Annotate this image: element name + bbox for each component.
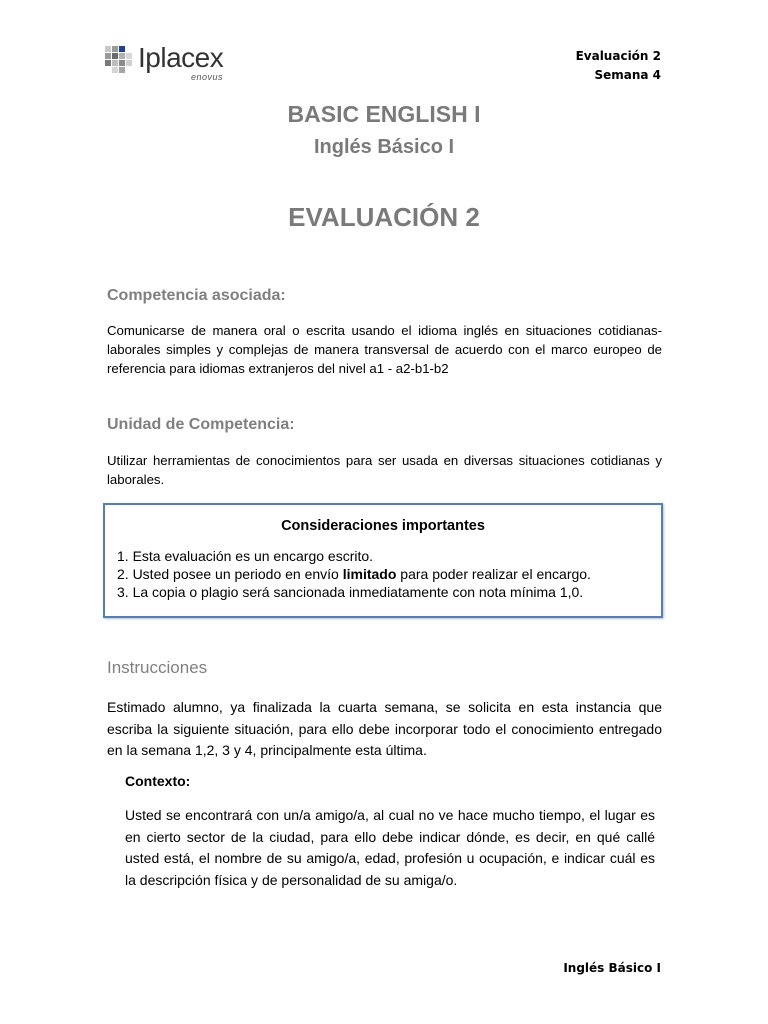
consideracion-item-1: 1. Esta evaluación es un encargo escrito. <box>117 548 374 564</box>
contexto-text: Usted se encontrará con un/a amigo/a, al cual no ve hace mucho tiempo, el lugar es en cierto sector de la ciudad, para ello debe indicar dónde, es decir, en qué callé usted está, el nombre de su amigo/a, edad, profesión u ocupación, e indicar cuál es la descripción física y de personalidad de su amiga/o. <box>125 807 655 888</box>
consideracion-item-3: 3. La copia o plagio será sancionada inmediatamente con nota mínima 1,0. <box>117 584 584 600</box>
evaluation-label: Evaluación 2 <box>575 49 661 63</box>
instrucciones-text: Estimado alumno, ya finalizada la cuarta semana, se solicita en esta instancia que escriba la siguiente situación, para ello debe incorporar todo el conocimiento entregado en la semana 1,2, 3 y 4, principalmente esta última. <box>107 699 662 758</box>
consideraciones-title: Consideraciones importantes <box>281 518 485 534</box>
evaluation-title: EVALUACIÓN 2 <box>288 202 480 232</box>
consideracion-item-2-post: para poder realizar el encargo. <box>396 566 591 582</box>
competencia-text: Comunicarse de manera oral o escrita usando el idioma inglés en situaciones cotidianas-laborales simples y complejas de manera transversal de acuerdo con el marco europeo de referencia para idiomas extranjeros del nivel a1 - a2-b1-b2 <box>107 323 662 376</box>
unidad-text: Utilizar herramientas de conocimientos para ser usada en diversas situaciones cotidianas y laborales. <box>107 453 662 487</box>
consideracion-item-2-pre: 2. Usted posee un periodo en envío <box>117 566 343 582</box>
course-title-en: BASIC ENGLISH I <box>287 101 481 127</box>
instrucciones-heading: Instrucciones <box>107 658 208 677</box>
contexto-heading: Contexto: <box>125 773 191 789</box>
footer-course: Inglés Básico I <box>563 961 661 975</box>
week-label: Semana 4 <box>594 68 661 82</box>
consideracion-item-2-bold: limitado <box>342 566 397 582</box>
unidad-heading: Unidad de Competencia: <box>107 416 295 433</box>
course-title-es: Inglés Básico I <box>313 136 455 158</box>
consideraciones-list <box>117 547 591 601</box>
header-meta <box>576 47 661 85</box>
iplacex-logo <box>105 44 245 84</box>
logo-wordmark: Iplacex <box>138 42 224 73</box>
consideraciones-box <box>103 503 663 618</box>
consideracion-item-2 <box>117 565 591 583</box>
logo-subtitle: enovus <box>191 72 224 82</box>
logo-grid-icon <box>105 44 135 74</box>
competencia-heading: Competencia asociada: <box>107 287 286 304</box>
